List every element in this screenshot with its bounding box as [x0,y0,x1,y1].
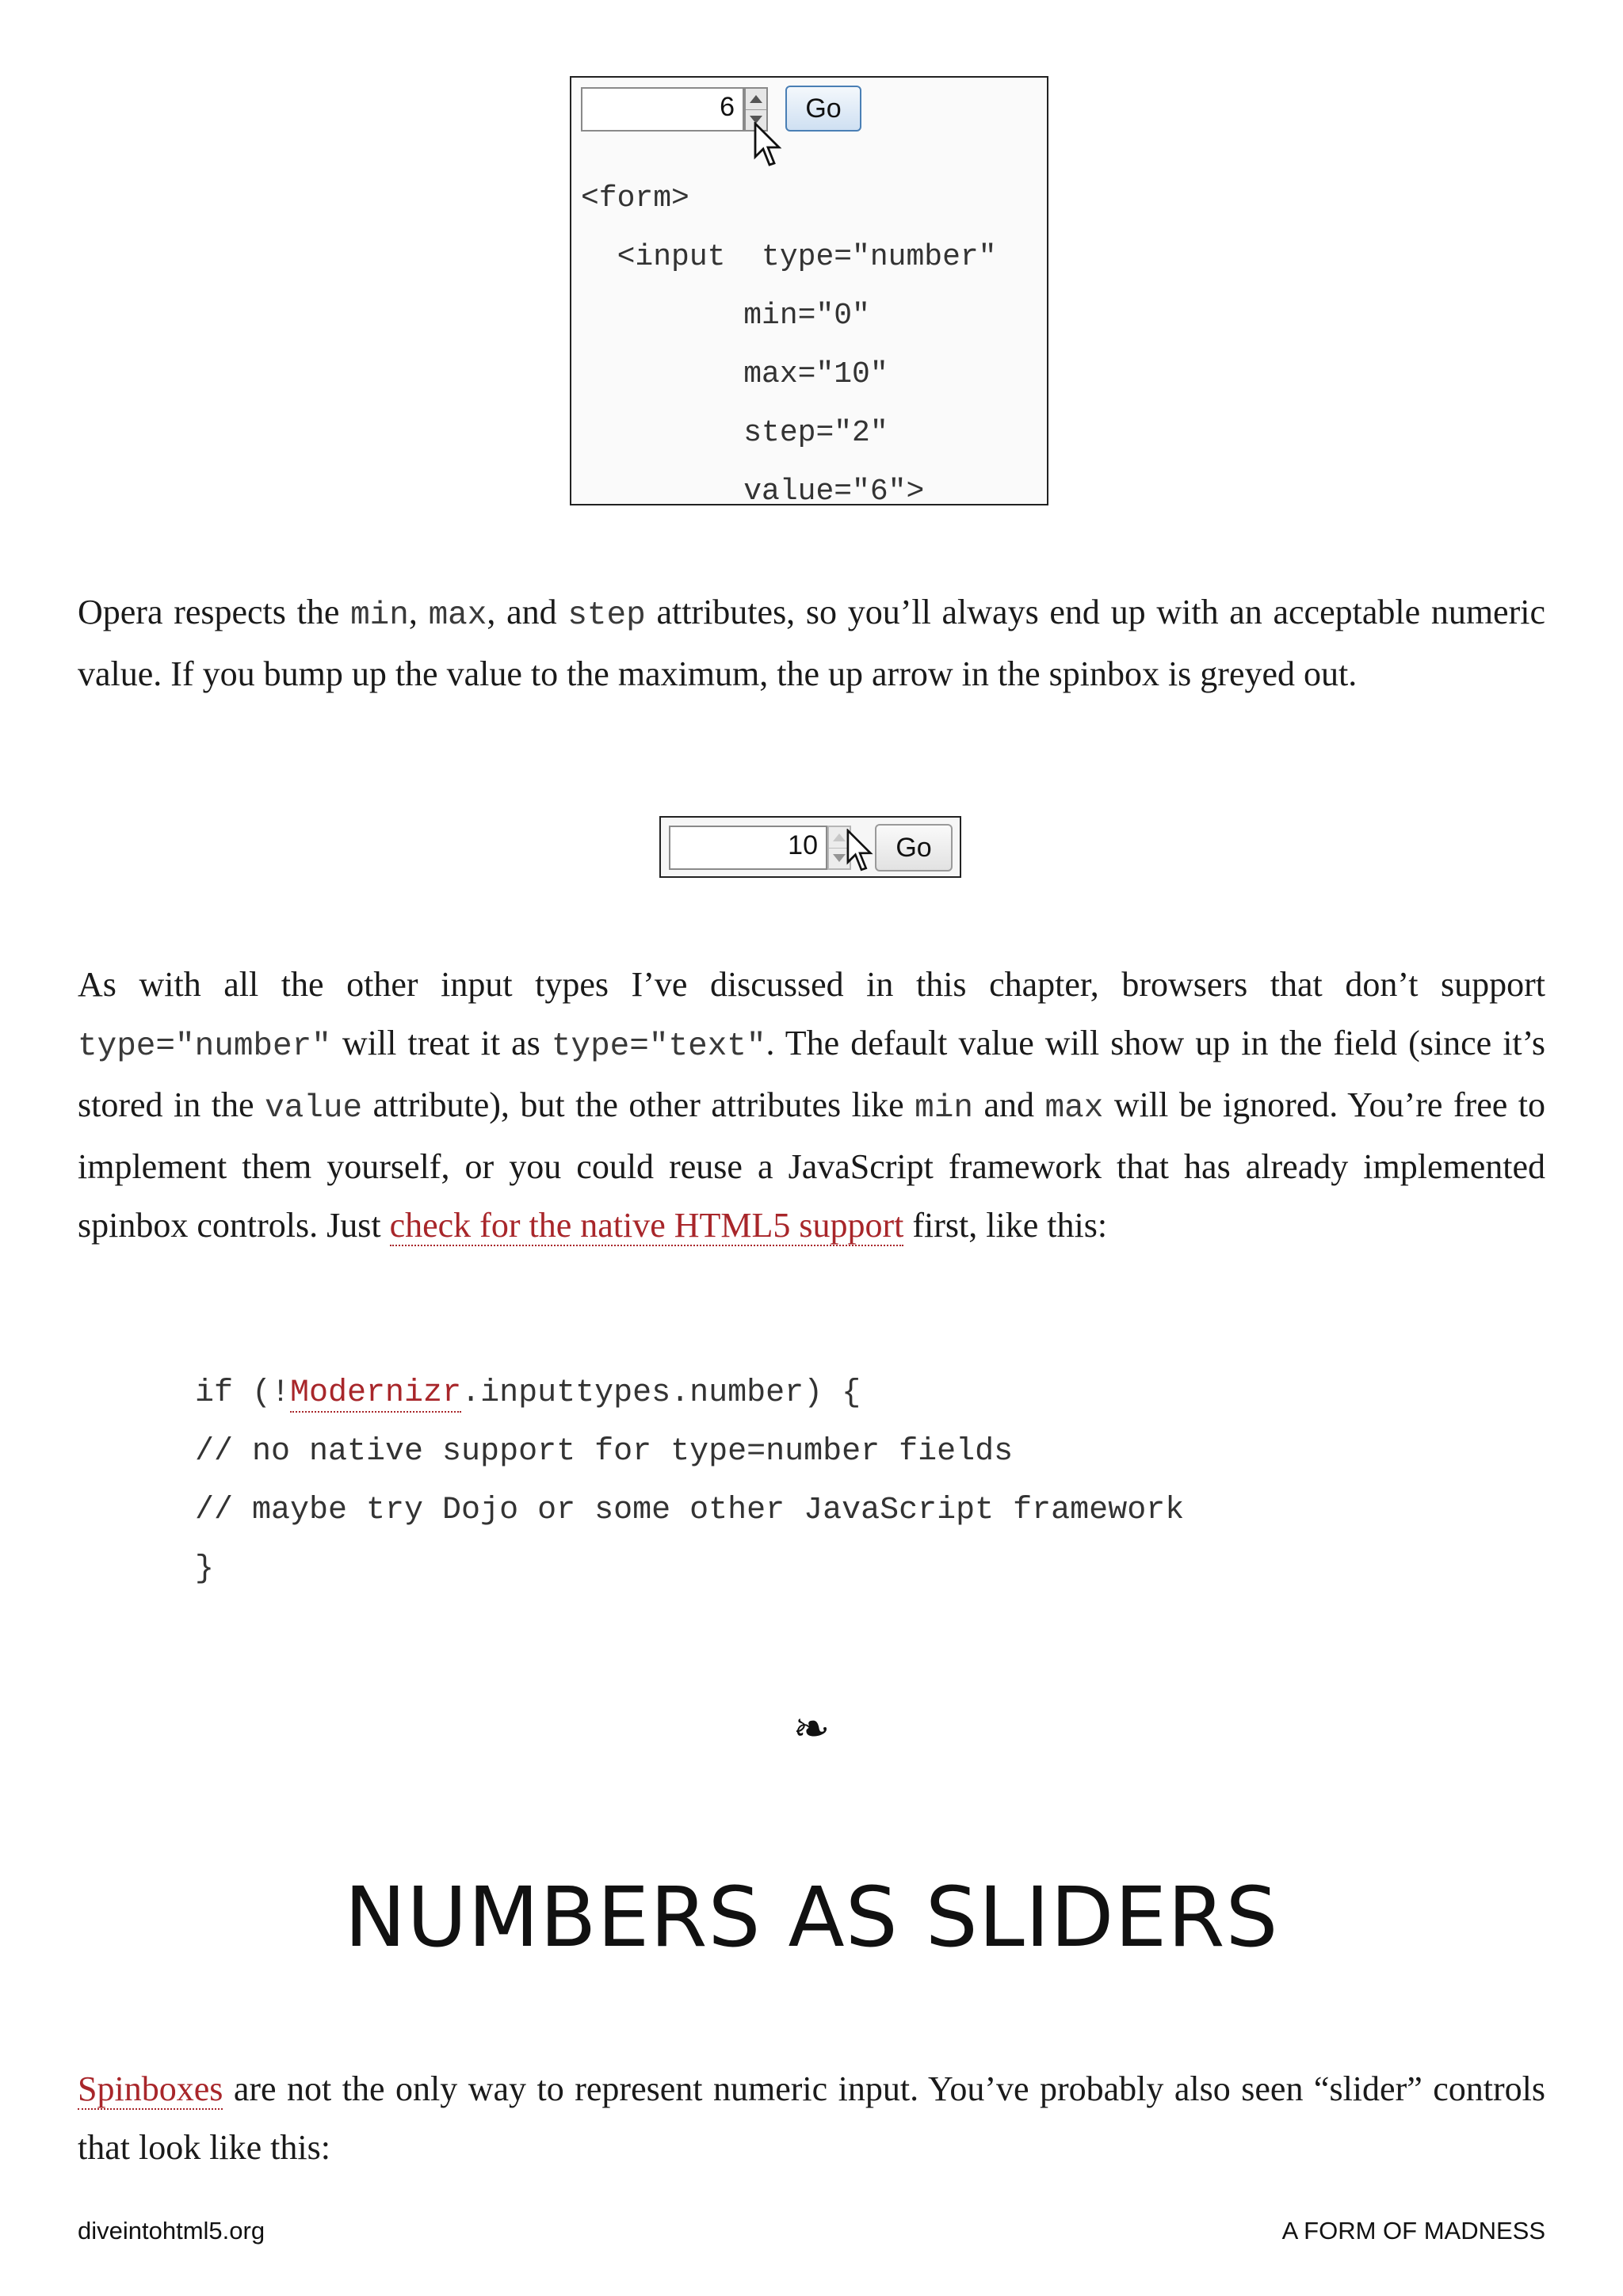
code-line: <input type="number" [581,240,997,274]
footer-chapter-title: A FORM OF MADNESS [1281,2217,1545,2245]
modernizr-code-block: if (!Modernizr.inputtypes.number) { // no native support for type=number fields // maybe try Dojo or some other JavaScript framework } [195,1375,1185,1587]
spin-up-arrow[interactable] [746,89,766,110]
inline-code-step: step [567,597,646,634]
mouse-cursor-icon [846,829,876,873]
section-heading: NUMBERS AS SLIDERS [344,1869,1279,1966]
go-button[interactable]: Go [785,86,861,132]
inline-code-value: value [265,1090,363,1127]
code-line: value="6"> [581,475,925,505]
inline-code-max: max [1044,1090,1104,1127]
code-line: } [195,1551,215,1587]
modernizr-link[interactable]: Modernizr [290,1375,462,1411]
spinboxes-link[interactable]: Spinboxes [78,2069,223,2108]
code-line: min="0" [581,299,870,333]
inline-code-min: min [915,1090,973,1127]
inline-code-type-number: type="number" [78,1028,331,1065]
spinbox-max-figure [659,816,961,878]
code-line: max="10" [581,357,888,391]
code-comment: // maybe try Dojo or some other JavaScript framework [195,1493,1185,1528]
inline-code-min: min [350,597,409,634]
spinbox-figure [570,76,1048,505]
paragraph-opera-respects: Opera respects the min, max, and step attributes, so you’ll always end up with an acceptable numeric value. If you bump up the value to the maximum, the up arrow in the spinbox is greyed out. [78,593,1545,693]
code-line: <form> [581,181,689,215]
go-button[interactable]: Go [875,824,953,871]
form-code-snippet [581,170,997,505]
html5-support-link[interactable]: check for the native HTML5 support [389,1206,904,1245]
inline-code-type-text: type="text" [551,1028,766,1065]
code-line: step="2" [581,416,888,450]
number-input[interactable]: 10 [669,826,827,870]
paragraph-fallback: As with all the other input types I’ve discussed in this chapter, browsers that don’t support type="number" will treat it as type="text". The default value will show up in the field (since it’s stored in the value attribute), but the other attributes like min and max will be ignored. You’re free to implement them yourself, or you could reuse a JavaScript framework that has already implemented spinbox controls. Just check for the native HTML5 support first, like this: [78,965,1546,1245]
paragraph-spinboxes: Spinboxes are not the only way to represent numeric input. You’ve probably also seen “slider” controls that look like this: [78,2069,1545,2167]
mouse-cursor-icon [754,122,785,168]
footer-site-name: diveintohtml5.org [78,2217,265,2245]
inline-code-max: max [428,597,487,634]
code-comment: // no native support for type=number fields [195,1434,1014,1470]
fleuron-divider-icon: ❧ [792,1703,831,1755]
number-input[interactable]: 6 [581,87,744,132]
